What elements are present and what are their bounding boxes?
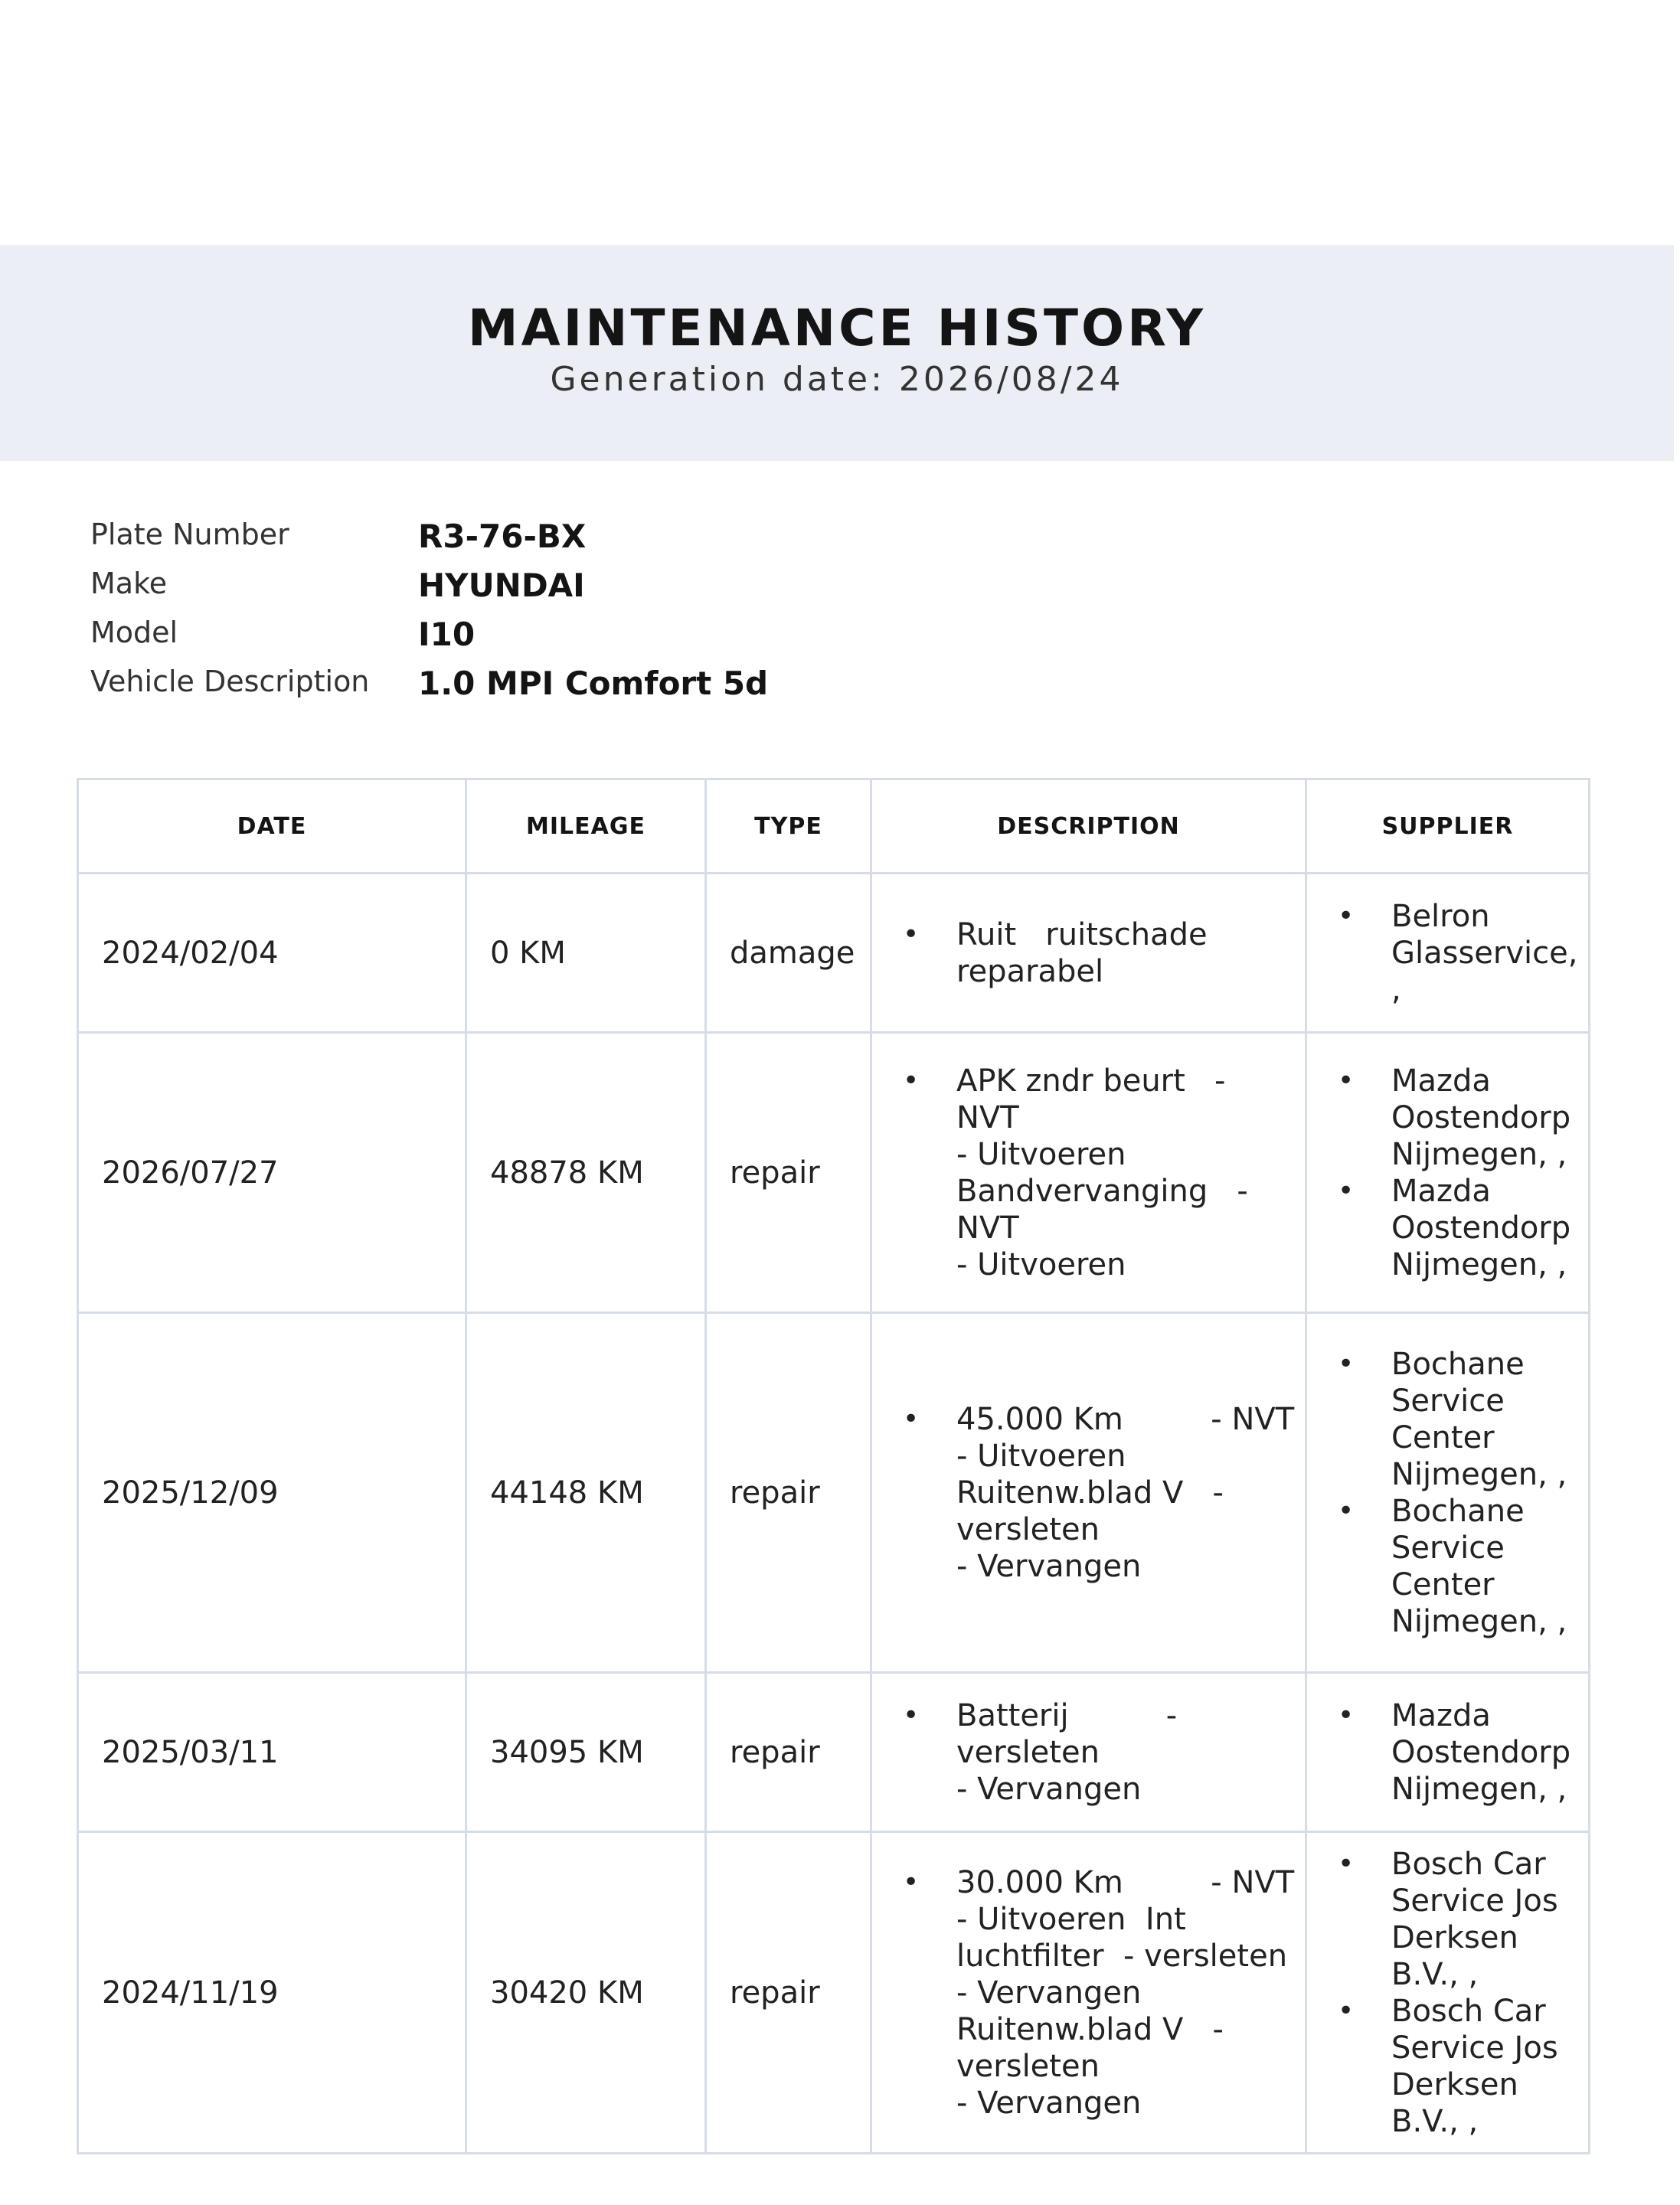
description-line: - Uitvoeren — [956, 1438, 1126, 1474]
header-type: TYPE — [706, 779, 871, 874]
cell-mileage: 0 KM — [466, 874, 706, 1033]
description-list — [895, 1063, 1305, 1283]
cell-description — [871, 1832, 1306, 2154]
description-line: reparabel — [956, 953, 1104, 989]
cell-description — [871, 874, 1306, 1033]
supplier-line: Service — [1391, 1530, 1505, 1566]
cell-date: 2025/03/11 — [78, 1673, 466, 1832]
cell-date: 2026/07/27 — [78, 1033, 466, 1313]
cell-description — [871, 1673, 1306, 1832]
description-line: Bandvervanging - — [956, 1173, 1248, 1209]
supplier-line: Nijmegen, , — [1391, 1246, 1567, 1282]
supplier-line: Derksen — [1391, 1919, 1518, 1955]
table-row — [78, 1313, 1590, 1673]
generation-date: Generation date: 2026/08/24 — [550, 360, 1124, 399]
cell-type: repair — [706, 1313, 871, 1673]
description-line: versleten — [956, 1734, 1100, 1770]
header-date: DATE — [78, 779, 466, 874]
supplier-line: Center — [1391, 1566, 1495, 1602]
supplier-line: • Belron — [1391, 898, 1490, 934]
description-item — [895, 916, 1305, 990]
cell-date: 2024/02/04 — [78, 874, 466, 1033]
description-line: versleten — [956, 1511, 1100, 1547]
description-line: - Vervangen — [956, 1771, 1142, 1807]
supplier-item — [1330, 1493, 1588, 1640]
description-list — [895, 916, 1305, 990]
description-item — [895, 1697, 1305, 1808]
description-line: - Uitvoeren Int — [956, 1901, 1186, 1937]
supplier-list — [1330, 1846, 1588, 2140]
supplier-list — [1330, 1346, 1588, 1640]
cell-date: 2024/11/19 — [78, 1832, 466, 2154]
supplier-list — [1330, 1697, 1588, 1808]
cell-type: repair — [706, 1832, 871, 2154]
info-label: Make — [90, 567, 168, 600]
table-row — [78, 1673, 1590, 1832]
description-line: NVT — [956, 1210, 1019, 1246]
info-label: Plate Number — [90, 518, 289, 551]
cell-date: 2025/12/09 — [78, 1313, 466, 1673]
supplier-line: Center — [1391, 1419, 1495, 1455]
supplier-list — [1330, 1063, 1588, 1283]
supplier-line: • Mazda — [1391, 1063, 1491, 1099]
cell-supplier — [1306, 1033, 1590, 1313]
cell-supplier — [1306, 1673, 1590, 1832]
supplier-item — [1330, 1346, 1588, 1493]
description-line: versleten — [956, 2048, 1100, 2084]
cell-mileage: 48878 KM — [466, 1033, 706, 1313]
description-line: • 45.000 Km - NVT — [956, 1401, 1295, 1437]
supplier-line: • Mazda — [1391, 1173, 1491, 1209]
header-mileage: MILEAGE — [466, 779, 706, 874]
cell-supplier — [1306, 1313, 1590, 1673]
header-description: DESCRIPTION — [871, 779, 1306, 874]
cell-type: damage — [706, 874, 871, 1033]
supplier-line: Derksen — [1391, 2066, 1518, 2102]
description-line: luchtfilter - versleten — [956, 1938, 1288, 1974]
info-value: R3-76-BX — [418, 518, 587, 555]
table-row — [78, 1033, 1590, 1313]
description-line: - Vervangen — [956, 2085, 1142, 2121]
cell-type: repair — [706, 1673, 871, 1832]
cell-mileage: 30420 KM — [466, 1832, 706, 2154]
info-value: 1.0 MPI Comfort 5d — [418, 665, 769, 702]
description-line: NVT — [956, 1099, 1019, 1135]
supplier-line: Nijmegen, , — [1391, 1136, 1567, 1172]
table-body — [78, 874, 1590, 2154]
info-label: Model — [90, 616, 178, 649]
cell-mileage: 44148 KM — [466, 1313, 706, 1673]
description-line: - Vervangen — [956, 1975, 1142, 2011]
table-row — [78, 1832, 1590, 2154]
description-list — [895, 1401, 1305, 1585]
supplier-line: • Mazda — [1391, 1697, 1491, 1733]
cell-description — [871, 1033, 1306, 1313]
supplier-line: Glasservice, — [1391, 935, 1578, 971]
description-item — [895, 1063, 1305, 1283]
description-item — [895, 1864, 1305, 2122]
cell-description — [871, 1313, 1306, 1673]
description-line: Ruitenw.blad V - — [956, 2011, 1224, 2047]
description-list — [895, 1697, 1305, 1808]
cell-type: repair — [706, 1033, 871, 1313]
supplier-line: • Bosch Car — [1391, 1993, 1546, 2029]
description-line: • APK zndr beurt - — [956, 1063, 1226, 1099]
supplier-line: • Bochane — [1391, 1493, 1525, 1529]
description-list — [895, 1864, 1305, 2122]
supplier-line: Nijmegen, , — [1391, 1603, 1567, 1639]
supplier-item — [1330, 1993, 1588, 2140]
supplier-line: • Bosch Car — [1391, 1846, 1546, 1882]
description-line: Ruitenw.blad V - — [956, 1475, 1224, 1511]
supplier-line: Oostendorp — [1391, 1099, 1571, 1135]
supplier-line: Nijmegen, , — [1391, 1771, 1567, 1807]
description-item — [895, 1401, 1305, 1585]
supplier-item — [1330, 1697, 1588, 1808]
maintenance-table — [77, 778, 1590, 2154]
info-label: Vehicle Description — [90, 665, 370, 698]
info-value: HYUNDAI — [418, 567, 585, 604]
supplier-list — [1330, 898, 1588, 1008]
description-line: • 30.000 Km - NVT — [956, 1864, 1295, 1900]
supplier-line: Service — [1391, 1383, 1505, 1419]
supplier-item — [1330, 898, 1588, 1008]
description-line: • Batterij - — [956, 1697, 1178, 1733]
supplier-line: B.V., , — [1391, 1956, 1479, 1992]
table-header-row — [78, 779, 1590, 874]
description-line: - Uitvoeren — [956, 1246, 1126, 1282]
cell-supplier — [1306, 874, 1590, 1033]
description-line: • Ruit ruitschade — [956, 916, 1208, 952]
report-header — [0, 245, 1674, 461]
description-line: - Vervangen — [956, 1548, 1142, 1584]
cell-supplier — [1306, 1832, 1590, 2154]
supplier-line: Service Jos — [1391, 2030, 1558, 2066]
supplier-line: B.V., , — [1391, 2103, 1479, 2139]
supplier-line: Service Jos — [1391, 1883, 1558, 1919]
supplier-item — [1330, 1846, 1588, 1993]
cell-mileage: 34095 KM — [466, 1673, 706, 1832]
report-title: MAINTENANCE HISTORY — [467, 299, 1207, 358]
supplier-line: • Bochane — [1391, 1346, 1525, 1382]
supplier-item — [1330, 1173, 1588, 1283]
header-supplier: SUPPLIER — [1306, 779, 1590, 874]
info-value: I10 — [418, 616, 476, 653]
supplier-line: , — [1391, 972, 1401, 1008]
supplier-line: Nijmegen, , — [1391, 1456, 1567, 1492]
table-row — [78, 874, 1590, 1033]
supplier-item — [1330, 1063, 1588, 1173]
supplier-line: Oostendorp — [1391, 1210, 1571, 1246]
supplier-line: Oostendorp — [1391, 1734, 1571, 1770]
description-line: - Uitvoeren — [956, 1136, 1126, 1172]
